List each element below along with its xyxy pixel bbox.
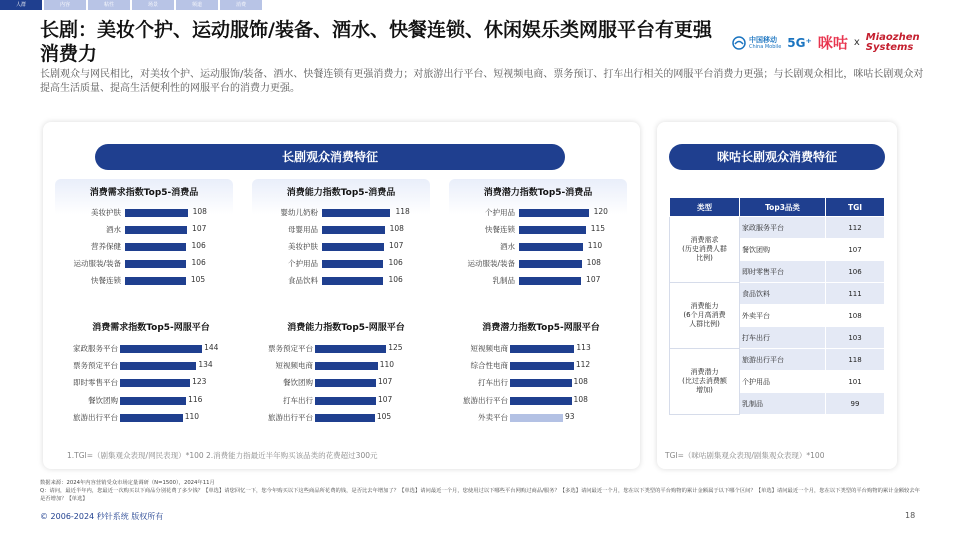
bar (120, 362, 196, 370)
bar-label: 食品饮料 (288, 276, 318, 285)
bar (120, 397, 186, 405)
bar-label: 综合性电商 (470, 361, 508, 371)
platform-row (251, 393, 441, 410)
bar (519, 243, 583, 251)
bar (322, 277, 383, 285)
bar-value: 123 (192, 377, 207, 387)
category-cell: 个护用品 (740, 371, 826, 393)
bar (519, 226, 586, 234)
bar-value: 105 (376, 411, 392, 421)
bar-value: 120 (593, 207, 608, 216)
bar-value: 107 (377, 394, 393, 404)
china-mobile-icon (732, 36, 746, 50)
bar-label: 票务预定平台 (73, 361, 118, 371)
type-cell: 消费需求 (历史消费人群 比例) (670, 217, 740, 283)
table-row (670, 217, 885, 239)
card-potential-goods (449, 179, 627, 297)
china-mobile-logo (732, 36, 781, 50)
category-cell: 打车出行 (740, 327, 826, 349)
bar (120, 345, 202, 353)
platform-row (446, 393, 636, 410)
bar-label: 快餐连锁 (91, 276, 121, 285)
bar (519, 260, 582, 268)
platform-row (56, 410, 246, 427)
platform-title-demand: 消费需求指数Top5-网服平台 (92, 323, 210, 333)
bar-row (55, 222, 233, 239)
nav-tab-crowd[interactable]: 人群 (0, 0, 42, 10)
category-cell: 家政服务平台 (740, 217, 826, 239)
fiveg-logo: 5G⁺ (787, 35, 812, 50)
type-cell: 消费潜力 (比过去消费额 增加) (670, 349, 740, 415)
bar-label: 短视频电商 (275, 361, 313, 371)
bar-row (449, 205, 627, 222)
platform-row (446, 341, 636, 358)
bar-value: 115 (590, 224, 606, 233)
table-row (670, 349, 885, 371)
bar (120, 379, 190, 387)
migu-logo: 咪咕 (817, 34, 848, 52)
right-panel-header: 咪咕长剧观众消费特征 (669, 144, 885, 170)
bar-value: 106 (191, 241, 206, 250)
bar-value: 107 (389, 241, 404, 250)
bar-rows (449, 205, 627, 290)
bar-value: 116 (188, 394, 203, 404)
logo-separator: x (853, 37, 860, 48)
page-number: 18 (905, 511, 916, 520)
bar-label: 打车出行 (478, 378, 508, 388)
bar (322, 209, 390, 217)
bar-label: 个护用品 (485, 208, 515, 217)
source-note: 数据来源：2024年内容营销受众市场定量调研（N=1500），2024年11月 Q：请问，最近半年内，您最近一次购买以下商品分别花费了多少钱？【单选】请您回忆一下，您今年购买以下这些商品所花费的钱，是否比去年增加了？【单选】请问最近一个月，您使用过以下哪些平台网购过商品/服务？【多选】请问最近一个月，您在以下类型的平台购物的累计金额属于以下哪个区间？【单选】请问最近一个月，您在以下类型的平台购物的累计金额较去年是否增加？【单选】 (40, 480, 920, 502)
bar-label: 母婴用品 (288, 225, 318, 234)
platform-row (56, 393, 246, 410)
miaozhen-logo (866, 33, 920, 53)
bar-label: 乳制品 (492, 276, 515, 285)
bar-value: 113 (576, 343, 591, 352)
bar-rows (55, 205, 233, 290)
bar (125, 243, 186, 251)
bar-label: 营养保健 (91, 242, 121, 251)
platform-rows-potential (446, 341, 636, 427)
tgi-cell: 101 (826, 371, 885, 393)
bar-value: 108 (389, 224, 404, 233)
left-footnote: 1.TGI=（剧集观众表现/网民表现）*100 2.消费能力指最近半年购买该品类的花费超过300元 (67, 451, 378, 460)
platform-row (251, 410, 441, 427)
bar-value: 106 (191, 258, 206, 267)
tgi-cell: 99 (826, 393, 885, 415)
platform-title-potential: 消费潜力指数Top5-网服平台 (482, 323, 600, 333)
miaozhen-logo-line1: Miaozhen (865, 31, 920, 43)
bar-label: 个护用品 (288, 259, 318, 268)
table-body (670, 217, 885, 415)
bar-row (252, 239, 430, 256)
tgi-cell: 106 (826, 261, 885, 283)
copyright: © 2006-2024 秒针系统 版权所有 (40, 512, 164, 521)
bar (510, 397, 572, 405)
tgi-cell: 112 (826, 217, 885, 239)
tgi-cell: 107 (826, 239, 885, 261)
bar (125, 277, 186, 285)
bar-value: 105 (190, 275, 206, 284)
migu-drama-panel (657, 122, 897, 469)
bar (322, 243, 384, 251)
bar-row (55, 256, 233, 273)
table-header-category: Top3品类 (740, 198, 826, 217)
category-cell: 餐饮团购 (740, 239, 826, 261)
page-subtitle: 长剧观众与网民相比，对美妆个护、运动服饰/装备、酒水、快餐连锁有更强消费力；对旅游出行平台、短视频电商、票务预订、打车出行相关的网服平台消费力更强；与长剧观众相比，咪咕长剧观众对提高生活质量、提高生活便利性的网服平台的消费力更强。 (40, 69, 924, 94)
bar-value: 110 (184, 411, 200, 421)
tgi-table (669, 197, 885, 415)
bar (519, 277, 581, 285)
bar-label: 运动服装/装备 (467, 259, 515, 268)
bar-value: 106 (388, 258, 403, 267)
bar-value: 118 (395, 207, 410, 216)
tgi-cell: 103 (826, 327, 885, 349)
right-footnote: TGI=（咪咕剧集观众表现/剧集观众表现）*100 (665, 451, 825, 460)
platform-row (56, 341, 246, 358)
bar-rows (252, 205, 430, 290)
table-row (670, 283, 885, 305)
bar-label: 旅游出行平台 (268, 412, 313, 422)
left-panel-header: 长剧观众消费特征 (95, 144, 565, 170)
bar-row (252, 205, 430, 222)
bar-value: 110 (379, 360, 395, 370)
bar-label: 餐饮团购 (88, 395, 118, 405)
platform-row (251, 358, 441, 375)
platform-row (446, 358, 636, 375)
nav-tab-content[interactable]: 内容 (44, 0, 86, 10)
bar-value: 107 (192, 224, 207, 233)
bar-row (252, 222, 430, 239)
card-title: 消费需求指数Top5-消费品 (89, 188, 199, 198)
platform-row (56, 375, 246, 392)
bar (510, 414, 563, 422)
top-bar (0, 0, 960, 10)
bar-row (55, 239, 233, 256)
bar-label: 旅游出行平台 (463, 395, 508, 405)
bar-label: 美妆护肤 (91, 208, 121, 217)
bar-value: 134 (198, 360, 213, 370)
bar (315, 414, 375, 422)
category-cell: 乳制品 (740, 393, 826, 415)
bar-value: 144 (204, 343, 219, 352)
platform-rows-demand (56, 341, 246, 427)
bar-row (252, 273, 430, 290)
table-header-type: 类型 (670, 198, 740, 217)
bar-label: 旅游出行平台 (73, 412, 118, 422)
platform-rows-ability (251, 341, 441, 427)
bar (125, 209, 188, 217)
bar-label: 美妆护肤 (288, 242, 318, 251)
bar-label: 即时零售平台 (73, 378, 118, 388)
bar-value: 108 (573, 377, 588, 387)
bar-row (55, 205, 233, 222)
bar (120, 414, 183, 422)
bar-row (449, 256, 627, 273)
bar-label: 家政服务平台 (73, 344, 118, 353)
bar-label: 运动服装/装备 (73, 259, 121, 268)
tgi-cell: 118 (826, 349, 885, 371)
miaozhen-logo-line2: Systems (865, 41, 914, 53)
category-cell: 旅游出行平台 (740, 349, 826, 371)
bar (510, 362, 574, 370)
bar (315, 379, 376, 387)
china-mobile-en: China Mobile (749, 43, 782, 50)
nav-tab-stickiness[interactable]: 粘性 (88, 0, 130, 10)
bar (315, 345, 386, 353)
bar-value: 93 (565, 411, 575, 421)
bar-label: 外卖平台 (478, 412, 508, 422)
bar-label: 酒水 (500, 242, 515, 251)
table-header-tgi: TGI (826, 198, 885, 217)
card-ability-goods (252, 179, 430, 297)
category-cell: 外卖平台 (740, 305, 826, 327)
card-title: 消费能力指数Top5-消费品 (286, 188, 396, 198)
bar-value: 125 (388, 343, 403, 352)
bar (322, 260, 383, 268)
bar-label: 打车出行 (283, 395, 313, 405)
bar (315, 397, 376, 405)
bar-value: 110 (587, 241, 603, 250)
type-cell: 消费能力 (6个月高消费 人群比例) (670, 283, 740, 349)
platform-title-ability: 消费能力指数Top5-网服平台 (287, 323, 405, 333)
nav-tab-channel[interactable]: 频道 (176, 0, 218, 10)
tgi-cell: 111 (826, 283, 885, 305)
bar-label: 票务预定平台 (268, 344, 313, 353)
tgi-cell: 108 (826, 305, 885, 327)
platform-row (446, 410, 636, 427)
bar-value: 112 (575, 360, 591, 370)
platform-row (251, 341, 441, 358)
category-cell: 即时零售平台 (740, 261, 826, 283)
category-cell: 食品饮料 (740, 283, 826, 305)
bar-row (55, 273, 233, 290)
bar-row (449, 239, 627, 256)
nav-tab-scene[interactable]: 场景 (132, 0, 174, 10)
bar-row (252, 256, 430, 273)
bar (322, 226, 385, 234)
bar-label: 酒水 (106, 225, 121, 234)
bar-value: 107 (586, 275, 601, 284)
page-title: 长剧：美妆个护、运动服饰/装备、酒水、快餐连锁、休闲娱乐类网服平台有更强消费力 (40, 19, 712, 65)
china-mobile-text: 中国移动 (749, 35, 777, 44)
bar-label: 快餐连锁 (485, 225, 515, 234)
bar (125, 226, 187, 234)
bar-row (449, 222, 627, 239)
bar (510, 379, 572, 387)
bar (315, 362, 378, 370)
nav-tab-consumption[interactable]: 消费 (220, 0, 262, 10)
bar-value: 108 (586, 258, 601, 267)
platform-row (56, 358, 246, 375)
card-demand-goods (55, 179, 233, 297)
bar-value: 108 (573, 394, 588, 404)
platform-row (251, 375, 441, 392)
card-title: 消费潜力指数Top5-消费品 (483, 188, 593, 198)
logo-group (732, 32, 920, 53)
bar (519, 209, 589, 217)
bar-value: 107 (377, 377, 393, 387)
bar-row (449, 273, 627, 290)
bar-value: 108 (192, 207, 207, 216)
bar-label: 餐饮团购 (283, 378, 313, 388)
platform-row (446, 375, 636, 392)
long-drama-panel (43, 122, 640, 469)
bar-label: 婴幼儿奶粉 (280, 208, 318, 217)
bar (125, 260, 186, 268)
bar-label: 短视频电商 (470, 344, 508, 353)
bar-value: 106 (388, 275, 403, 284)
bar (510, 345, 574, 353)
nav-tabs (0, 0, 264, 10)
